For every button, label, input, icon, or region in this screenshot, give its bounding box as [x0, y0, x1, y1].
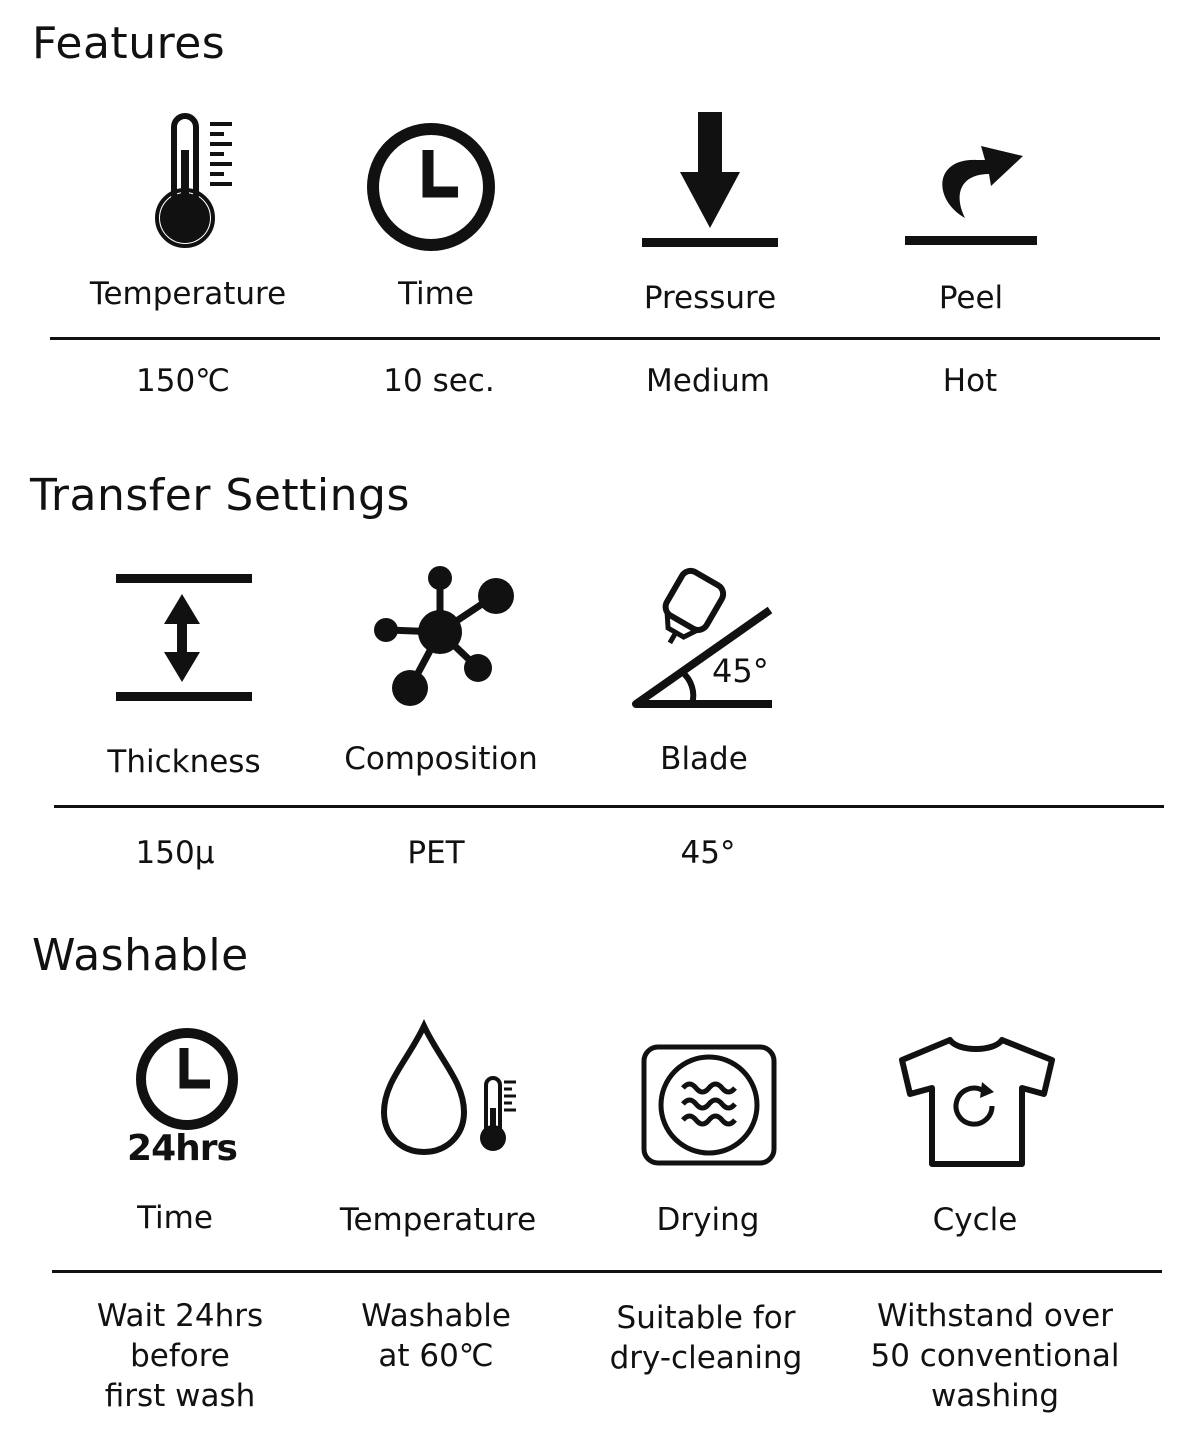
desc-line: dry-cleaning: [609, 1340, 803, 1376]
tshirt-cycle-icon: [898, 1036, 1058, 1168]
feature-value-pressure: Medium: [646, 363, 770, 399]
desc-line: washing: [930, 1378, 1060, 1414]
transfer-label-composition: Composition: [344, 741, 538, 777]
transfer-value-composition: PET: [407, 835, 465, 871]
clock-icon: [366, 122, 496, 252]
washable-desc-time: [30, 1296, 330, 1416]
washable-desc-temperature: [286, 1296, 586, 1376]
washable-label-cycle: Cycle: [932, 1202, 1018, 1238]
washable-label-time: Time: [137, 1200, 213, 1236]
washable-label-temperature: Temperature: [339, 1202, 537, 1238]
feature-value-temperature: 150℃: [136, 363, 230, 399]
desc-line: at 60℃: [378, 1338, 494, 1374]
feature-label-time: Time: [398, 276, 474, 312]
clock-24hrs-icon: [134, 1026, 240, 1132]
blade-icon-angle-text: 45°: [712, 652, 769, 690]
desc-line: Suitable for: [616, 1300, 796, 1336]
desc-line: Wait 24hrs: [96, 1298, 264, 1334]
clock-24hrs-text: 24hrs: [127, 1128, 237, 1169]
washable-heading: Washable: [32, 930, 249, 981]
thickness-icon: [116, 574, 256, 704]
washable-desc-cycle: [845, 1296, 1145, 1416]
features-heading: Features: [32, 18, 226, 69]
dry-cleaning-icon: [641, 1044, 779, 1166]
transfer-label-blade: Blade: [660, 741, 748, 777]
pressure-arrow-icon: [640, 110, 780, 250]
feature-label-peel: Peel: [938, 280, 1004, 316]
transfer-settings-heading: Transfer Settings: [30, 470, 410, 521]
peel-arrow-icon: [905, 120, 1045, 250]
feature-label-temperature: Temperature: [89, 276, 287, 312]
transfer-label-thickness: Thickness: [107, 744, 261, 780]
feature-value-time: 10 sec.: [383, 363, 495, 399]
desc-line: 50 conventional: [870, 1338, 1120, 1374]
desc-line: before: [130, 1338, 230, 1374]
transfer-divider: [54, 805, 1164, 808]
thermometer-icon: [150, 110, 240, 250]
desc-line: first wash: [104, 1378, 256, 1414]
molecule-icon: [370, 562, 520, 712]
transfer-value-thickness: 150μ: [135, 835, 215, 871]
washable-label-drying: Drying: [656, 1202, 760, 1238]
water-drop-thermometer-icon: [378, 1020, 528, 1160]
feature-value-peel: Hot: [942, 363, 998, 399]
desc-line: Withstand over: [877, 1298, 1113, 1334]
transfer-value-blade: 45°: [680, 835, 736, 871]
washable-desc-drying: [556, 1298, 856, 1378]
feature-label-pressure: Pressure: [643, 280, 777, 316]
blade-angle-icon: [630, 566, 780, 716]
desc-line: Washable: [361, 1298, 511, 1334]
features-divider: [50, 337, 1160, 340]
washable-divider: [52, 1270, 1162, 1273]
